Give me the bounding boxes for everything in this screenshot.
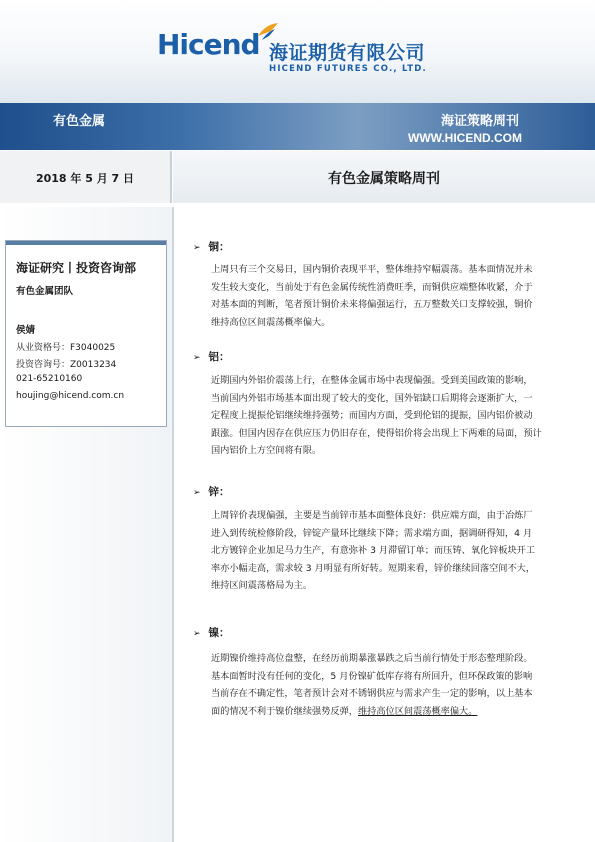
- text-line: 近期镍价维持高位盘整，在经历前期暴涨暴跌之后当前行情处于形态整理阶段。: [211, 653, 533, 664]
- text-line: 北方镀锌企业加足马力生产，有意弥补 3 月滞留订单；而压铸、氧化锌板块开工: [211, 545, 536, 556]
- section-title: 镍：: [208, 627, 230, 639]
- category-label: 有色金属: [53, 114, 106, 129]
- report-date: 2018 年 5 月 7 日: [35, 172, 135, 185]
- author-license: 从业资格号：F3040025: [16, 343, 116, 353]
- section-title: 铝：: [208, 351, 230, 363]
- logo-chinese: 海证期货有限公司: [269, 42, 426, 64]
- section-heading-zinc: [193, 484, 230, 499]
- author-card: [5, 240, 167, 427]
- section-title: 铜：: [208, 241, 230, 253]
- document-title: 有色金属策略周刊: [328, 171, 440, 187]
- section-text-nickel: [211, 650, 577, 720]
- text-line: 上周锌价表现偏强，主要是当前锌市基本面整体良好：供应端方面，由于冶炼厂: [211, 510, 533, 521]
- text-line: 基本面暂时没有任何的变化，5 月份镍矿低库存将有所回升，但环保政策的影响: [211, 670, 533, 682]
- sidebar: [0, 207, 174, 842]
- section-text-copper: [211, 261, 577, 331]
- company-logo[interactable]: [157, 20, 437, 84]
- date-cell: [0, 151, 172, 203]
- author-team: 有色金属团队: [16, 286, 74, 297]
- logo-subtitle: HICEND FUTURES CO., LTD.: [269, 64, 427, 74]
- author-org: 海证研究丨投资咨询部: [16, 261, 137, 275]
- date-title-row: [0, 151, 595, 203]
- section-heading-copper: [193, 239, 230, 254]
- text-line: 跟涨。但国内因存在供应压力仍旧存在，使得铝价将会出现上下两难的局面，预计: [211, 427, 542, 439]
- arrow-bullet-icon: ➢: [193, 629, 201, 639]
- text-line: 维持高位区间震荡概率偏大。: [211, 316, 331, 328]
- card-accent-bar: [6, 241, 166, 245]
- website-link[interactable]: WWW.HICEND.COM: [408, 131, 522, 145]
- section-text-aluminum: [211, 372, 577, 460]
- author-name: 侯婧: [16, 325, 36, 336]
- author-email[interactable]: houjing@hicend.com.cn: [16, 391, 125, 401]
- text-line: 上周只有三个交易日，国内铜价表现平平，整体维持窄幅震荡。基本面情况并未: [211, 264, 533, 275]
- section-title: 锌：: [208, 486, 230, 498]
- logo-english: Hicend: [157, 28, 260, 61]
- report-type-label: 海证策略周刊: [441, 114, 520, 129]
- section-heading-aluminum: [193, 349, 230, 364]
- text-line: 当前国内外铝市场基本面出现了较大的变化，国外铝缺口后期将会逐渐扩大，一: [211, 392, 533, 404]
- text-line: 定程度上提振伦铝继续维持强势；而国内方面，受到伦铝的提振，国内铝价被动: [211, 410, 533, 421]
- author-advisory-id: 投资咨询号：Z0013234: [16, 360, 117, 370]
- header-band: [0, 103, 595, 150]
- text-line: 进入到传统检修阶段，锌锭产量环比继续下降；需求端方面，据调研得知，4 月: [211, 527, 533, 539]
- text-line: 发生较大变化，当前处于有色金属传统性消费旺季，而铜供应端整体收紧，介于: [211, 281, 533, 293]
- text-line: 维持区间震荡格局为主。: [211, 580, 313, 591]
- text-line: 近期国内外铝价震荡上行，在整体金属市场中表现偏强。受到美国政策的影响，: [211, 375, 533, 386]
- text-segment: 面的情况不利于镍价继续强势反弹，: [211, 705, 358, 717]
- section-text-zinc: [211, 507, 577, 595]
- arrow-bullet-icon: ➢: [193, 353, 201, 363]
- author-phone: 021-65210160: [16, 374, 83, 384]
- arrow-bullet-icon: ➢: [193, 243, 201, 253]
- underlined-conclusion: 维持高位区间震荡概率偏大。: [358, 705, 478, 717]
- text-line: 对基本面的判断，笔者预计铜价未来将偏强运行，五万整数关口支撑较强，铜价: [211, 299, 533, 310]
- arrow-bullet-icon: ➢: [193, 488, 201, 498]
- section-heading-nickel: [193, 625, 230, 640]
- text-line: 率亦小幅走高，需求较 3 月明显有所好转。短期来看，锌价继续回落空间不大，: [211, 562, 536, 574]
- title-cell: [173, 151, 595, 203]
- page-header: [0, 0, 595, 103]
- text-line: 国内铝价上方空间将有限。: [211, 445, 322, 456]
- text-line: 当前存在不确定性，笔者预计会对不锈钢供应与需求产生一定的影响，以上基本: [211, 688, 533, 699]
- text-line: [211, 703, 577, 721]
